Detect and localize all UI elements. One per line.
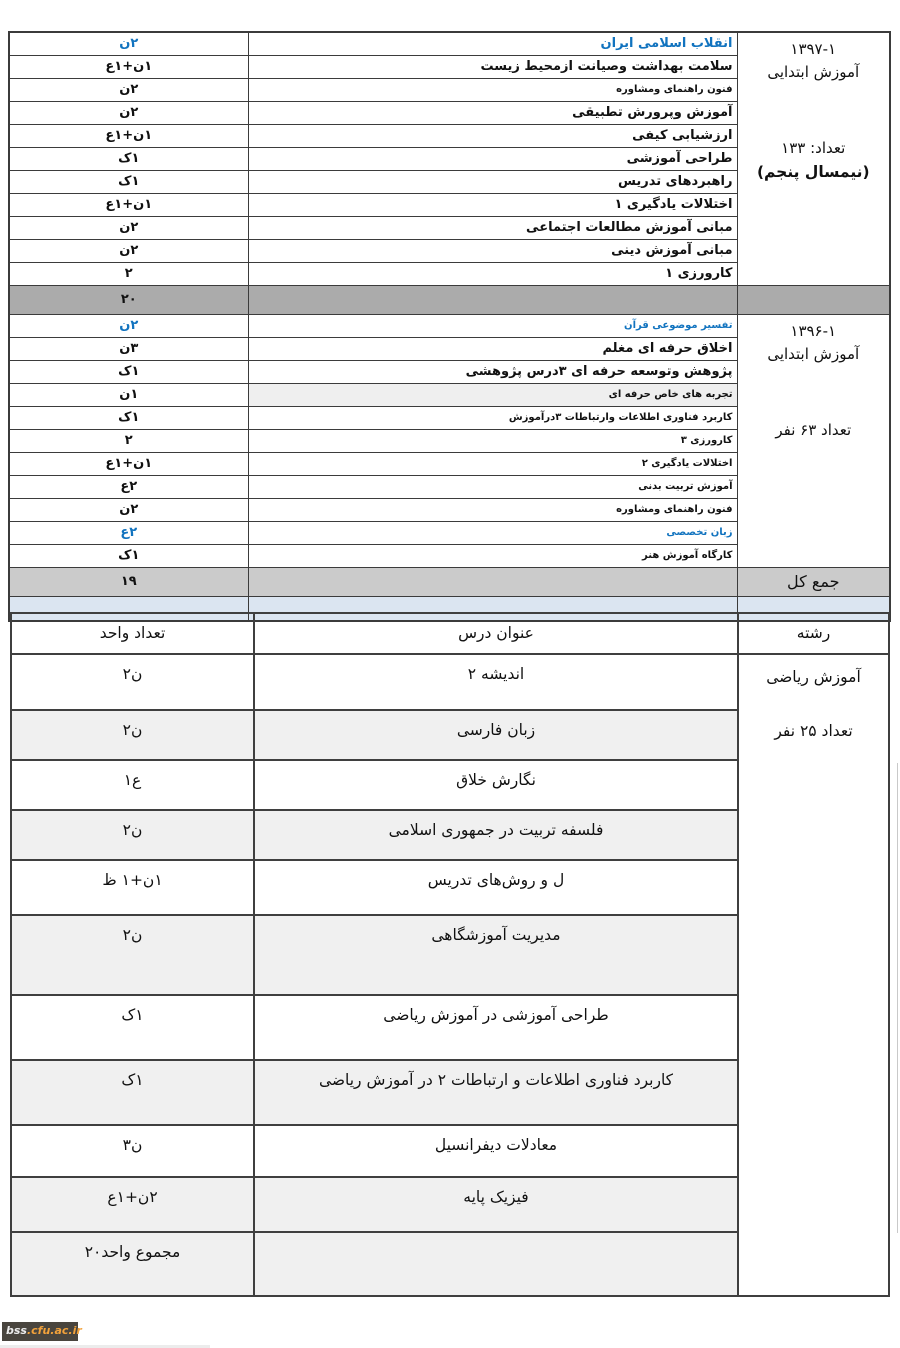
- lower-course-table: [10, 612, 890, 1297]
- course-row: [9, 315, 890, 338]
- course-name-cell: کاربرد فناوری اطلاعات و ارتباطات ۲ در آموزش ریاضی: [254, 1060, 738, 1125]
- course-name-cell: نگارش خلاق: [254, 760, 738, 810]
- units-cell: مجموع واحد۲۰: [11, 1232, 254, 1296]
- course-name-cell: سلامت بهداشت وصیانت ازمحیط زیست: [248, 56, 737, 79]
- course-name-cell: فلسفه تربیت در جمهوری اسلامی: [254, 810, 738, 860]
- total-row: [9, 286, 890, 315]
- course-name-cell: فیزیک پایه: [254, 1177, 738, 1232]
- units-cell: ۱ک: [9, 545, 248, 568]
- program-info-cell: [738, 654, 889, 1296]
- units-cell: ۲ن: [9, 240, 248, 263]
- course-name-cell: ارزشیابی کیفی: [248, 125, 737, 148]
- units-cell: ۱ن+۱ع: [9, 194, 248, 217]
- units-cell: ن۲: [11, 915, 254, 995]
- units-cell: ۲ن: [9, 217, 248, 240]
- units-cell: ۲ن: [9, 79, 248, 102]
- course-name-cell: آموزش تربیت بدنی: [248, 476, 737, 499]
- page-edge-line: [897, 763, 898, 1233]
- course-name-cell: [254, 1232, 738, 1296]
- course-name-cell: مدیریت آموزشگاهی: [254, 915, 738, 995]
- course-name-cell: کارورزی ۳: [248, 430, 737, 453]
- units-cell: ۱ک: [9, 171, 248, 194]
- program-name: آموزش ریاضی: [766, 668, 861, 686]
- units-cell: ۱ن+۱ع: [9, 453, 248, 476]
- units-cell: ۲ع: [9, 522, 248, 545]
- program-info-line: آموزش ابتدایی: [767, 345, 860, 364]
- course-name-cell: تجربه های خاص حرفه ای: [248, 384, 737, 407]
- course-name-cell: آموزش وپرورش تطبیقی: [248, 102, 737, 125]
- watermark-suffix: .cfu.ac.ir: [26, 1324, 82, 1337]
- upper-course-table: [8, 31, 891, 622]
- course-name-cell: فنون راهنمای ومشاوره: [248, 79, 737, 102]
- course-row: [9, 32, 890, 56]
- units-cell: ن۲: [11, 810, 254, 860]
- total-units-cell: ۱۹: [9, 568, 248, 597]
- units-cell: ۱ک: [11, 995, 254, 1060]
- program-info-line: تعداد: ۱۳۳: [781, 138, 846, 157]
- units-cell: ع۱: [11, 760, 254, 810]
- course-name-cell: کاربرد فناوری اطلاعات وارتباطات ۳درآموزش: [248, 407, 737, 430]
- watermark-prefix: bss: [6, 1324, 27, 1337]
- course-name-cell: راهبردهای تدریس: [248, 171, 737, 194]
- course-name-cell: تفسیر موضوعی قرآن: [248, 315, 737, 338]
- units-cell: ۳ن: [9, 338, 248, 361]
- total-label-cell: جمع کل: [737, 568, 890, 597]
- units-cell: ۲ن: [9, 499, 248, 522]
- empty-cell: [248, 568, 737, 597]
- program-info-cell: [737, 315, 890, 568]
- course-name-cell: فنون راهنمای ومشاوره: [248, 499, 737, 522]
- units-cell: ۱ن: [9, 384, 248, 407]
- table-header-row: [11, 613, 889, 654]
- header-course-title: عنوان درس: [254, 613, 738, 654]
- empty-cell: [248, 286, 737, 315]
- units-cell: ن۳: [11, 1125, 254, 1177]
- program-info-line: ۱۳۹۷-۱: [790, 40, 837, 58]
- watermark-badge: [2, 1322, 82, 1341]
- course-name-cell: طراحی آموزشی: [248, 148, 737, 171]
- units-cell: ن۲: [11, 654, 254, 710]
- units-cell: ن۲: [11, 710, 254, 760]
- units-cell: ۱ک: [9, 361, 248, 384]
- program-info-line: (نیمسال پنجم): [756, 162, 870, 181]
- total-row: [9, 568, 890, 597]
- units-cell: ۱ک: [9, 148, 248, 171]
- course-name-cell: زبان تخصصی: [248, 522, 737, 545]
- units-cell: ۱ن+۱ ظ: [11, 860, 254, 915]
- units-cell: ۲ن: [9, 102, 248, 125]
- course-name-cell: کارگاه آموزش هنر: [248, 545, 737, 568]
- course-name-cell: اخلاق حرفه ای مغلم: [248, 338, 737, 361]
- course-name-cell: مبانی آموزش مطالعات اجتماعی: [248, 217, 737, 240]
- course-name-cell: ل و روش‌های تدریس: [254, 860, 738, 915]
- units-cell: ۲: [9, 263, 248, 286]
- course-name-cell: اختلالات یادگیری ۲: [248, 453, 737, 476]
- total-units-cell: ۲۰: [9, 286, 248, 315]
- course-name-cell: انقلاب اسلامی ایران: [248, 32, 737, 56]
- course-name-cell: معادلات دیفرانسیل: [254, 1125, 738, 1177]
- units-cell: ۱ک: [11, 1060, 254, 1125]
- course-name-cell: اختلالات یادگیری ۱: [248, 194, 737, 217]
- total-label-cell: [737, 286, 890, 315]
- units-cell: ۱ک: [9, 407, 248, 430]
- course-name-cell: کارورزی ۱: [248, 263, 737, 286]
- units-cell: ۱ن+۱ع: [9, 125, 248, 148]
- program-info-line: ۱۳۹۶-۱: [790, 322, 837, 340]
- course-row: [11, 654, 889, 710]
- course-name-cell: مبانی آموزش دینی: [248, 240, 737, 263]
- units-cell: ۲ع: [9, 476, 248, 499]
- units-cell: ۲ن: [9, 32, 248, 56]
- header-program: رشته: [738, 613, 889, 654]
- course-name-cell: زبان فارسی: [254, 710, 738, 760]
- units-cell: ۱ن+۱ع: [9, 56, 248, 79]
- program-info-line: تعداد ۶۳ نفر: [775, 420, 852, 439]
- program-info-cell: [737, 32, 890, 286]
- units-cell: ۲ن: [9, 315, 248, 338]
- header-units: تعداد واحد: [11, 613, 254, 654]
- units-cell: ۲ن+۱ع: [11, 1177, 254, 1232]
- course-name-cell: پژوهش وتوسعه حرفه ای ۳درس پژوهشی: [248, 361, 737, 384]
- units-cell: ۲: [9, 430, 248, 453]
- program-count: تعداد ۲۵ نفر: [774, 721, 853, 740]
- program-info-line: آموزش ابتدایی: [767, 63, 860, 82]
- course-name-cell: اندیشه ۲: [254, 654, 738, 710]
- course-name-cell: طراحی آموزشی در آموزش ریاضی: [254, 995, 738, 1060]
